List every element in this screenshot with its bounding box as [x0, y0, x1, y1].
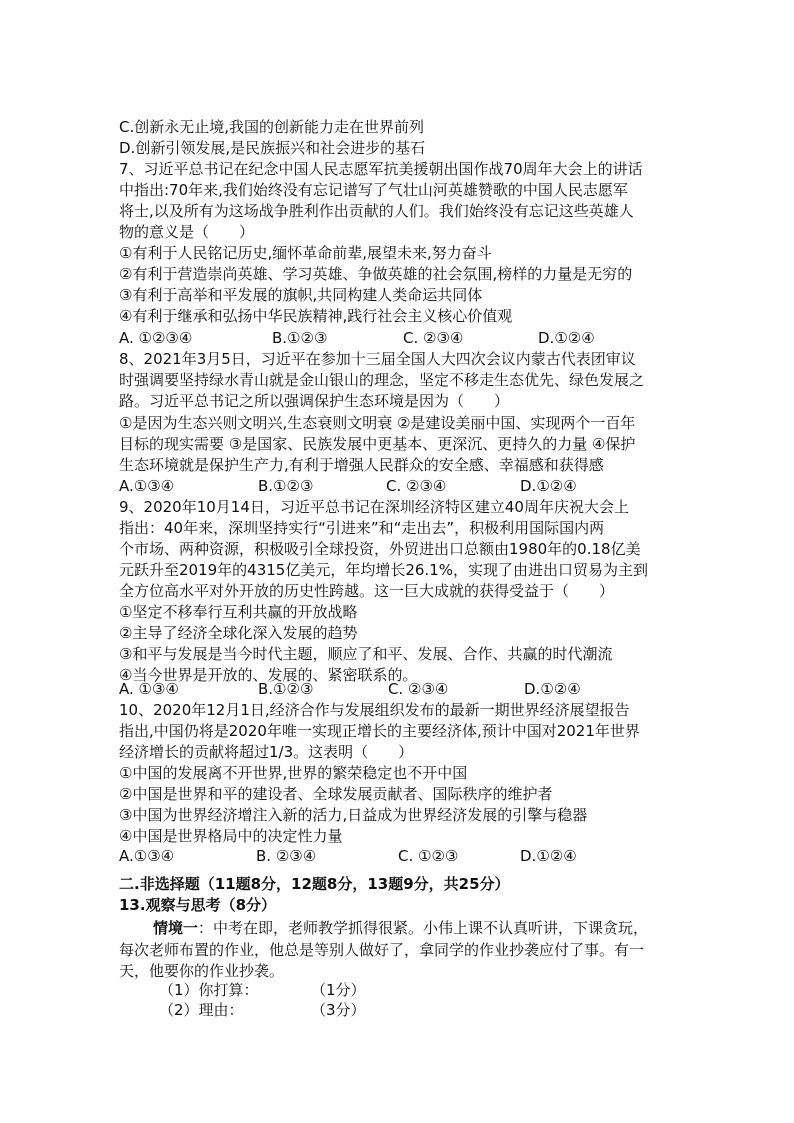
statement-3: ③中国为世界经济增注入新的活力,日益成为世界经济发展的引擎与稳器: [119, 806, 588, 824]
statements: ①是因为生态兴则文明兴,生态衰则文明衰 ②是建设美丽中国、实现两个一百年: [119, 414, 636, 432]
scenario-text: 每次老师布置的作业，他总是等别人做好了，拿同学的作业抄袭应付了事。有一: [119, 941, 645, 959]
question-13-title: 13.观察与思考（8分）: [119, 896, 277, 914]
option-d-q6: D.创新引领发展,是民族振兴和社会进步的基石: [119, 139, 426, 157]
option-c-q6: C.创新永无止境,我国的创新能力走在世界前列: [119, 118, 425, 136]
option-d: D.①②④: [538, 329, 595, 347]
question-8-stem: 时强调要坚持绿水青山就是金山银山的理念，坚定不移走生态优先、绿色发展之: [119, 371, 645, 389]
statement-3: ③有利于高举和平发展的旗帜,共同构建人类命运共同体: [119, 286, 483, 304]
option-d: D.①②④: [520, 477, 577, 495]
option-d: D.①②④: [524, 680, 581, 698]
statement-2: ②主导了经济全球化深入发展的趋势: [119, 624, 358, 642]
question-9-stem: 9、2020年10月14日，习近平总书记在深圳经济特区建立40周年庆祝大会上: [119, 498, 629, 516]
sub-question-2-score: （3分）: [311, 1001, 366, 1019]
question-7-stem: 物的意义是（ ）: [119, 223, 255, 241]
question-9-stem: 指出：40年来，深圳坚持实行“引进来”和“走出去”，积极利用国际国内两: [119, 519, 605, 537]
section-heading: 二.非选择题（11题8分，12题8分，13题9分，共25分）: [119, 875, 510, 893]
question-9-stem: 元跃升至2019年的4315亿美元，年均增长26.1%，实现了由进出口贸易为主到: [119, 561, 649, 579]
statement-2: ②中国是世界和平的建设者、全球发展贡献者、国际秩序的维护者: [119, 785, 553, 803]
question-8-stem: 路。习近平总书记之所以强调保护生态环境是因为（ ）: [119, 392, 510, 410]
statement-1: ①坚定不移奉行互利共赢的开放战略: [119, 603, 358, 621]
statement-2: ②有利于营造崇尚英雄、学习英雄、争做英雄的社会氛围,榜样的力量是无穷的: [119, 265, 633, 283]
option-d: D.①②④: [520, 847, 577, 865]
statement-3: ③和平与发展是当今时代主题，顺应了和平、发展、合作、共赢的时代潮流: [119, 645, 613, 663]
question-8-stem: 8、2021年3月5日，习近平在参加十三届全国人大四次会议内蒙古代表团审议: [119, 350, 636, 368]
scenario-text: 天，他要你的作业抄袭。: [119, 962, 285, 980]
question-10-stem: 10、2020年12月1日,经济合作与发展组织发布的最新一期世界经济展望报告: [119, 701, 630, 719]
option-b: B.①②③: [258, 680, 314, 698]
question-7-stem: 7、习近平总书记在纪念中国人民志愿军抗美援朝出国作战70周年大会上的讲话: [119, 160, 643, 178]
option-b: B.①②③: [272, 329, 328, 347]
scenario-paragraph: [153, 919, 648, 937]
question-9-stem: 个市场、两种资源，积极吸引全球投资，外贸进出口总额由1980年的0.18亿美: [119, 540, 641, 558]
option-c: C. ②③④: [403, 329, 464, 347]
option-a: A.①③④: [119, 477, 175, 495]
statement-1: ①中国的发展离不开世界,世界的繁荣稳定也不开中国: [119, 764, 468, 782]
statements: 目标的现实需要 ③是国家、民族发展中更基本、更深沉、更持久的力量 ④保护: [119, 435, 636, 453]
sub-question-1-score: （1分）: [311, 981, 366, 999]
statement-4: ④当今世界是开放的、发展的、紧密联系的。: [119, 666, 418, 684]
question-7-stem: 将士,以及所有为这场战争胜利作出贡献的人们。我们始终没有忘记这些英雄人: [119, 202, 634, 220]
option-c: C. ①②③: [398, 847, 459, 865]
option-c: C. ②③④: [386, 477, 447, 495]
statements: 生态环境就是保护生产力,有利于增强人民群众的安全感、幸福感和获得感: [119, 456, 604, 474]
scenario-text: ：中考在即，老师教学抓得很紧。小伟上课不认真听讲，下课贪玩，: [198, 919, 649, 937]
option-a: A. ①②③④: [119, 329, 193, 347]
option-b: B.①②③: [258, 477, 314, 495]
sub-question-1-label: （1）你打算：: [159, 981, 259, 999]
question-10-stem: 经济增长的贡献将超过1/3。这表明（ ）: [119, 743, 414, 761]
scenario-label: 情境一: [153, 919, 199, 937]
statement-4: ④有利于继承和弘扬中华民族精神,践行社会主义核心价值观: [119, 307, 513, 325]
question-9-stem: 全方位高水平对外开放的历史性跨越。这一巨大成就的获得受益于（ ）: [119, 582, 615, 600]
option-b: B. ②③④: [256, 847, 317, 865]
sub-question-1: [159, 981, 559, 999]
option-a: A.①③④: [119, 847, 175, 865]
statement-4: ④中国是世界格局中的决定性力量: [119, 827, 343, 845]
statement-1: ①有利于人民铭记历史,缅怀革命前辈,展望未来,努力奋斗: [119, 244, 492, 262]
question-7-stem: 中指出:70年来,我们始终没有忘记谱写了气壮山河英雄赞歌的中国人民志愿军: [119, 181, 628, 199]
option-a: A. ①③④: [119, 680, 179, 698]
sub-question-2-label: （2）理由：: [159, 1001, 244, 1019]
sub-question-2: [159, 1001, 559, 1019]
question-10-stem: 指出,中国仍将是2020年唯一实现正增长的主要经济体,预计中国对2021年世界: [119, 722, 640, 740]
option-c: C. ②③④: [388, 680, 449, 698]
